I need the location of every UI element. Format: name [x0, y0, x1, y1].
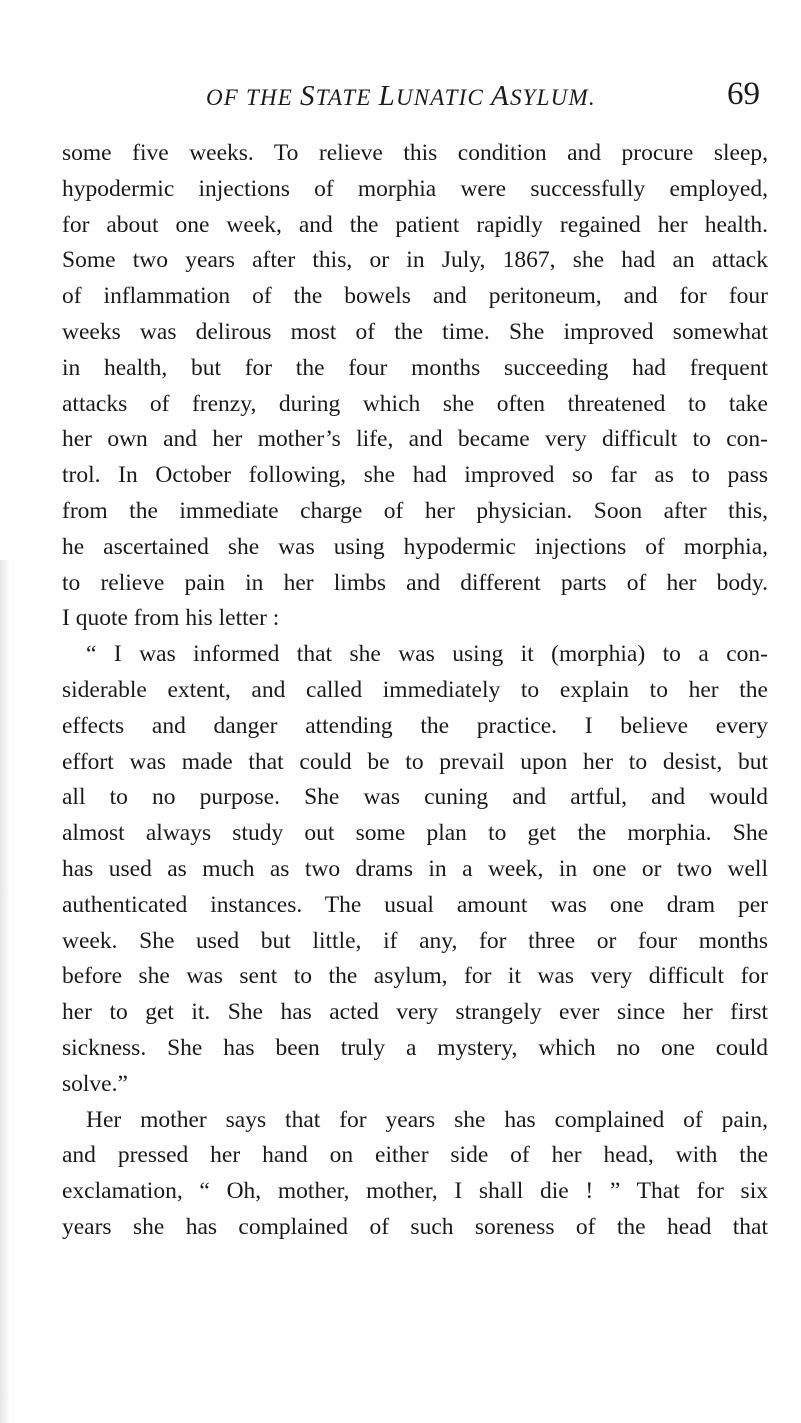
text-line: Some two years after this, or in July, 1867, she had an attack [62, 247, 768, 274]
text-line: her own and her mother’s life, and became very difficult to con- [62, 426, 768, 453]
quote-line: sickness. She has been truly a mystery, which no one could [62, 1034, 768, 1061]
running-head-part: UNATIC [395, 85, 492, 110]
text-line: in health, but for the four months succeeding had frequent [62, 354, 768, 381]
quote-line: solve.” [62, 1070, 128, 1097]
text-line: weeks was delirous most of the time. She improved somewhat [62, 318, 768, 345]
quote-line: “ I was informed that she was using it (morphia) to a con- [86, 641, 768, 668]
text-line: Her mother says that for years she has complained of pain, [86, 1106, 768, 1133]
text-line: to relieve pain in her limbs and different parts of her body. [62, 569, 768, 596]
text-line: hypodermic injections of morphia were successfully employed, [62, 175, 768, 202]
running-head-part: A [491, 80, 510, 112]
text-line: some five weeks. To relieve this condition and procure sleep, [62, 140, 768, 166]
text-line: attacks of frenzy, during which she often threatened to take [62, 390, 768, 417]
quote-line: week. She used but little, if any, for three or four months [62, 927, 768, 954]
quote-line: her to get it. She has acted very strangely ever since her first [62, 999, 768, 1026]
running-head-part: S [300, 80, 316, 112]
page-edge-shadow [0, 560, 10, 1423]
running-head [206, 80, 596, 113]
page-number: 69 [727, 76, 760, 112]
quote-line: effort was made that could be to prevail upon her to desist, but [62, 748, 768, 775]
body-text [62, 136, 768, 1246]
running-head-part: TATE [315, 85, 379, 110]
quote-line: authenticated instances. The usual amount was one dram per [62, 891, 768, 918]
quote-line: effects and danger attending the practice. I believe every [62, 712, 768, 739]
text-line: he ascertained she was using hypodermic injections of morphia, [62, 533, 768, 560]
page-header [0, 76, 801, 120]
text-line: for about one week, and the patient rapidly regained her health. [62, 211, 768, 238]
text-line: I quote from his letter : [62, 605, 280, 632]
text-line: years she has complained of such soreness of the head that [62, 1213, 768, 1240]
text-line: from the immediate charge of her physician. Soon after this, [62, 497, 768, 524]
quote-line: before she was sent to the asylum, for it was very difficult for [62, 963, 768, 990]
running-head-part: . [588, 85, 596, 110]
running-head-part: OF THE [206, 85, 301, 110]
running-head-part: SYLUM [509, 85, 589, 110]
text-line: and pressed her hand on either side of her head, with the [62, 1142, 768, 1169]
text-line: trol. In October following, she had improved so far as to pass [62, 462, 768, 489]
text-line: of inflammation of the bowels and peritoneum, and for four [62, 283, 768, 310]
quote-line: all to no purpose. She was cuning and artful, and would [62, 784, 768, 811]
quote-line: almost always study out some plan to get the morphia. She [62, 820, 768, 847]
text-line: exclamation, “ Oh, mother, mother, I shall die ! ” That for six [62, 1178, 768, 1205]
running-head-part: L [378, 80, 396, 112]
quote-line: has used as much as two drams in a week, in one or two well [62, 855, 768, 882]
quote-line: siderable extent, and called immediately to explain to her the [62, 676, 768, 703]
